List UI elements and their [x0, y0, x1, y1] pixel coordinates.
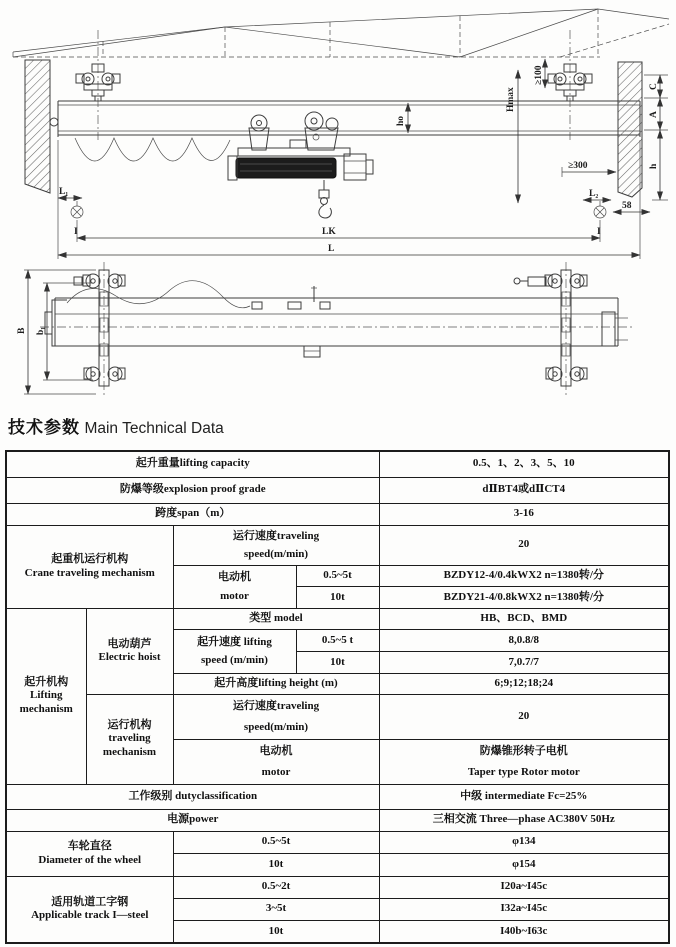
duty-classification-value: 中级 intermediate Fc=25% — [379, 784, 669, 809]
heading-en: Main Technical Data — [84, 420, 224, 437]
dim-label-l2: L₂ — [589, 189, 599, 199]
hoist-model-label: 类型 model — [173, 608, 379, 629]
main-technical-data-table — [5, 450, 670, 944]
plan-end-truck-right — [514, 262, 587, 398]
power-label: 电源power — [6, 809, 379, 831]
crane-traveling-speed-value: 20 — [379, 525, 669, 565]
dim-label-lk: LK — [322, 227, 336, 237]
left-buffer-bracket — [45, 300, 67, 346]
hoist-motor-value: 防爆锥形转子电机 Taper type Rotor motor — [379, 739, 669, 784]
lifting-speed-value-10t: 7,0.7/7 — [379, 651, 669, 673]
lifting-speed-value-05-5t: 8,0.8/8 — [379, 629, 669, 651]
plan-festoon-cable — [67, 281, 250, 308]
wheel-sub-05-5t: 0.5~5t — [173, 831, 379, 853]
crane-traveling-en: Crane traveling mechanism — [24, 566, 155, 579]
left-wall — [25, 60, 50, 193]
runway-end-truck-right — [548, 30, 592, 140]
runway-end-truck-left — [76, 30, 120, 140]
explosion-proof-grade-value: dⅡBT4或dⅡCT4 — [379, 477, 669, 503]
section-heading — [8, 413, 224, 438]
electric-hoist-en: Electric hoist — [98, 651, 161, 664]
applicable-track-en: Applicable track I—steel — [31, 909, 149, 922]
wheel-value-10t: φ154 — [379, 853, 669, 876]
track-value-3-5t: I32a~I45c — [379, 898, 669, 920]
track-sub-10t: 10t — [173, 920, 379, 943]
wheel-sub-10t: 10t — [173, 853, 379, 876]
lifting-height-value: 6;9;12;18;24 — [379, 673, 669, 694]
dim-label-b: B — [17, 327, 27, 334]
electric-hoist-zh: 电动葫芦 — [107, 637, 152, 650]
hoist-traveling-zh: 运行机构 — [107, 718, 152, 731]
hoist-traveling-en: traveling mechanism — [102, 732, 157, 759]
technical-drawing — [0, 0, 676, 412]
span-value: 3-16 — [379, 503, 669, 525]
crane-traveling-mechanism-group — [6, 525, 173, 608]
track-sub-05-2t: 0.5~2t — [173, 876, 379, 898]
front-dimensions — [58, 59, 668, 259]
span-label: 跨度span（m） — [6, 503, 379, 525]
explosion-proof-grade-label: 防爆等级explosion proof grade — [6, 477, 379, 503]
crane-motor-sub-05-5t: 0.5~5t — [296, 565, 379, 586]
wheel-diameter-zh: 车轮直径 — [67, 839, 112, 852]
duty-classification-label: 工作级别 dutyclassification — [6, 784, 379, 809]
track-value-05-2t: I20a~I45c — [379, 876, 669, 898]
crane-motor-value-10t: BZDY21-4/0.8kWX2 n=1380转/分 — [379, 586, 669, 608]
festoon-cable — [75, 138, 230, 161]
plan-end-truck-left — [74, 262, 125, 398]
dim-label-hmax: Hmax — [506, 87, 516, 112]
travel-motor — [528, 277, 546, 286]
lifting-speed-sub-10t: 10t — [296, 651, 379, 673]
hoist-traveling-speed-label: 运行速度traveling speed(m/min) — [173, 694, 379, 739]
lifting-capacity-label: 起升重量lifting capacity — [6, 451, 379, 477]
dim-label-l1: L₁ — [59, 187, 69, 197]
lifting-speed-label: 起升速度 lifting speed (m/min) — [173, 629, 296, 673]
lifting-capacity-value: 0.5、1、2、3、5、10 — [379, 451, 669, 477]
lifting-mechanism-group — [6, 608, 86, 784]
applicable-track-group — [6, 876, 173, 943]
dim-label-ge300: ≥300 — [568, 161, 588, 171]
dim-label-58: 58 — [622, 201, 632, 211]
heading-zh: 技术参数 — [8, 418, 80, 437]
lifting-mechanism-en: Lifting mechanism — [19, 689, 73, 716]
lifting-height-label: 起升高度lifting height (m) — [173, 673, 379, 694]
hook — [319, 180, 332, 218]
wheel-value-05-5t: φ134 — [379, 831, 669, 853]
dim-label-ge100: ≥100 — [534, 65, 544, 85]
crane-traveling-speed-label: 运行速度traveling speed(m/min) — [173, 525, 379, 565]
hoist-traveling-mechanism-group — [86, 694, 173, 784]
crane-traveling-zh: 起重机运行机构 — [51, 552, 129, 565]
dim-label-c: C — [649, 83, 659, 90]
wheel-diameter-en: Diameter of the wheel — [38, 853, 142, 866]
hook-extreme-right — [594, 201, 606, 218]
hoist-model-value: HB、BCD、BMD — [379, 608, 669, 629]
dim-label-ho: ho — [396, 115, 406, 126]
crane-motor-sub-10t: 10t — [296, 586, 379, 608]
dim-label-h: h — [649, 163, 659, 169]
hoist-drum — [236, 158, 336, 178]
hoist-motor — [344, 154, 366, 180]
plan-view-drawing — [17, 262, 632, 398]
electric-hoist-group — [86, 608, 173, 694]
dim-label-l: L — [328, 244, 335, 254]
lifting-speed-sub-05-5t: 0.5~5 t — [296, 629, 379, 651]
track-sub-3-5t: 3~5t — [173, 898, 379, 920]
hoist-motor-label: 电动机 motor — [173, 739, 379, 784]
plan-bridge-girder — [40, 298, 632, 346]
bridge-girder — [50, 101, 640, 137]
crane-motor-value-05-5t: BZDY12-4/0.4kWX2 n=1380转/分 — [379, 565, 669, 586]
dim-label-a: A — [649, 111, 659, 118]
dim-label-i-left: I — [74, 227, 78, 237]
right-buffer-bracket — [602, 312, 628, 346]
crane-motor-label: 电动机 motor — [173, 565, 296, 608]
roof-truss — [13, 9, 669, 57]
dim-label-b1: b₁ — [36, 326, 46, 335]
wheel-diameter-group — [6, 831, 173, 876]
hook-extreme-left — [71, 201, 83, 218]
dim-label-i-right: I — [597, 227, 601, 237]
right-wall — [618, 62, 642, 197]
hoist-trolley — [228, 112, 373, 218]
power-value: 三相交流 Three—phase AC380V 50Hz — [379, 809, 669, 831]
front-elevation-drawing — [13, 9, 669, 259]
applicable-track-zh: 适用轨道工字钢 — [51, 895, 129, 908]
track-value-10t: I40b~I63c — [379, 920, 669, 943]
lifting-mechanism-zh: 起升机构 — [24, 675, 69, 688]
hoist-traveling-speed-value: 20 — [379, 694, 669, 739]
